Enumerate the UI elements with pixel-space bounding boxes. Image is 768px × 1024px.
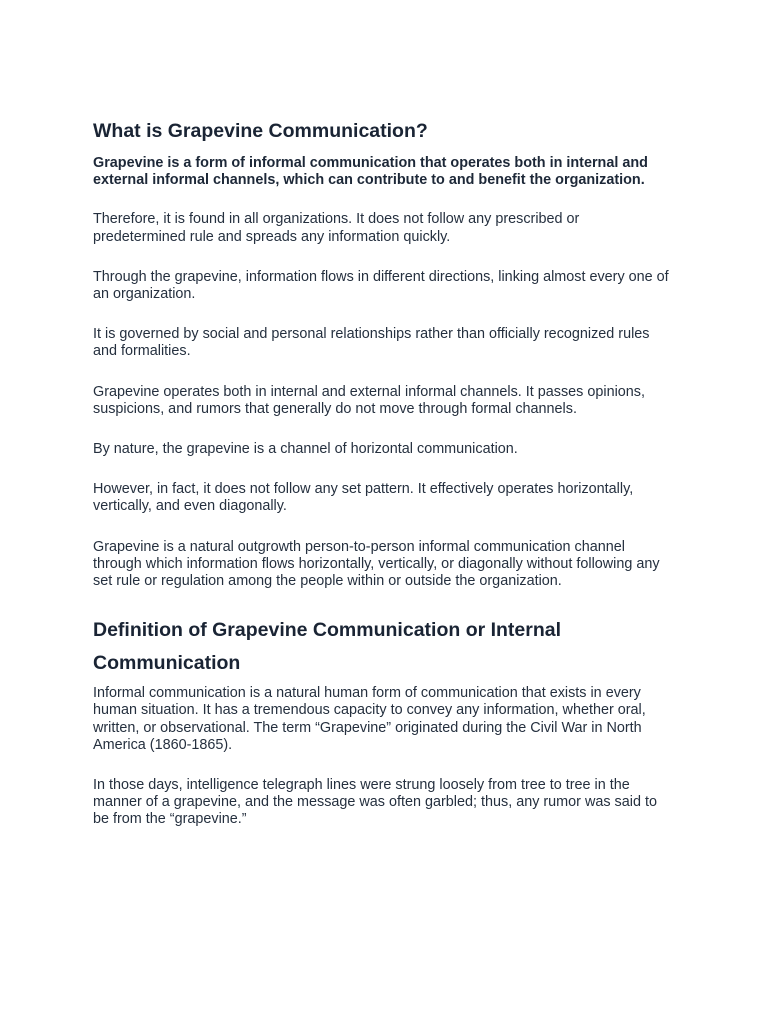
paragraph: In those days, intelligence telegraph lines were strung loosely from tree to tree in the manner of a grapevine, and the message was often garbled; thus, any rumor was said to be from the “grapevine.” bbox=[93, 777, 657, 828]
paragraph: Grapevine operates both in internal and external informal channels. It passes opinions, suspicions, and rumors that generally do not move through formal channels. bbox=[93, 383, 645, 417]
paragraph: Through the grapevine, information flows in different directions, linking almost every one of an organization. bbox=[93, 268, 669, 303]
paragraph: It is governed by social and personal relationships rather than officially recognized rules and formalities. bbox=[93, 326, 650, 360]
paragraph: Therefore, it is found in all organizations. It does not follow any prescribed or predetermined rule and spreads any information quickly. bbox=[93, 211, 580, 245]
document-page bbox=[93, 118, 673, 852]
section-heading-definition: Definition of Grapevine Communication or Internal Communication bbox=[93, 619, 562, 674]
paragraph: Informal communication is a natural human form of communication that exists in every human situation. It has a tremendous capacity to convey any information, whether oral, written, or observational. The term “Grapevine” originated during the Civil War in North America (1860-1865). bbox=[93, 685, 646, 753]
paragraph: Grapevine is a natural outgrowth person-to-person informal communication channel through which information flows horizontally, vertically, or diagonally without following any set rule or regulation among the people within or outside the organization. bbox=[93, 538, 660, 590]
paragraph: However, in fact, it does not follow any set pattern. It effectively operates horizontally, vertically, and even diagonally. bbox=[93, 481, 634, 515]
paragraph: By nature, the grapevine is a channel of horizontal communication. bbox=[93, 441, 518, 458]
lead-paragraph: Grapevine is a form of informal communication that operates both in internal and external informal channels, which can contribute to and benefit the organization. bbox=[93, 155, 648, 189]
section-heading-what-is-grapevine: What is Grapevine Communication? bbox=[93, 120, 428, 142]
